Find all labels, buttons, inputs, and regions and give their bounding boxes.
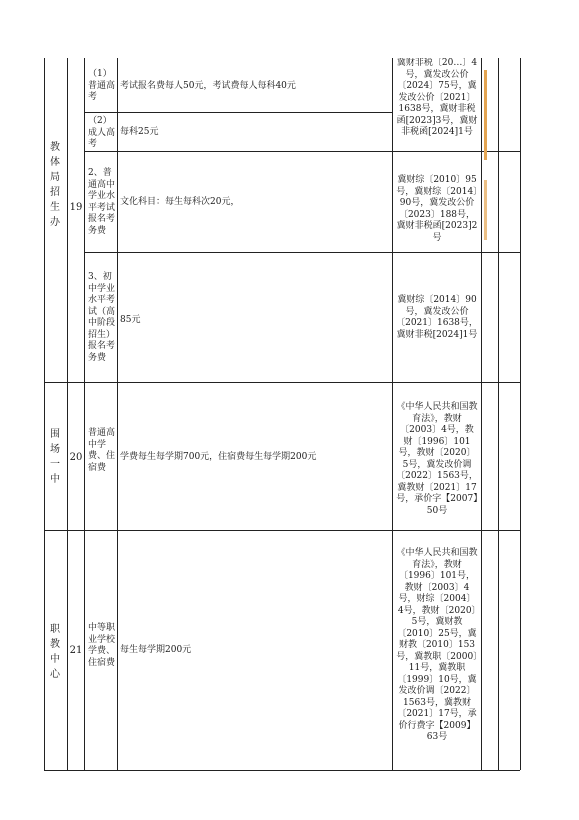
row-divider [84,151,520,152]
item-cell: 2、普通高中学业水平考试报名考务费 [88,168,116,236]
row-number: 20 [69,452,83,463]
item-cell: （1）普通高考 [88,69,116,102]
column-divider [392,58,393,770]
item-cell: （2）成人高考 [88,116,116,149]
basis-cell: 《中华人民共和国教育法》，教财〔2003〕4号，教财〔1996〕101号，教财〔2020〕5号，冀发改价调〔2022〕1563号，冀教财〔2021〕17号，承价字【2007】50号 [396,402,478,516]
column-divider [498,58,499,770]
row-number: 19 [69,202,83,213]
standard-cell: 每生每学期200元 [120,645,192,655]
seal-stamp-edge [484,70,487,160]
standard-cell: 文化科目：每生每科次20元， [120,197,240,207]
column-divider [67,58,68,770]
basis-cell: 《中华人民共和国教育法》，教财〔1996〕101号，教财〔2003〕4号，财综〔2004〕4号，教财〔2020〕5号，冀财教〔2010〕25号，冀财教〔2010〕153号，冀教职〔2000〕11号，冀教职〔1999〕10号，冀发改价调〔2022〕1563号，冀教财〔2021〕17号，承价行费字【2009】63号 [396,548,478,742]
column-divider [84,58,85,770]
item-cell: 3、初中学业水平考试（高中阶段招生）报名考务费 [88,272,116,363]
item-cell: 中等职业学校学费、住宿费 [88,623,116,668]
standard-cell: 考试报名费每人50元，考试费每人每科40元 [120,81,296,91]
basis-cell: 冀财非税〔20…〕4号，冀发改公价〔2024〕75号，冀发改公价〔2021〕1638号，冀财非税函[2023]3号，冀财非税函[2024]1号 [396,58,478,137]
row-divider [44,530,520,531]
department-cell: 教体局招生办 [50,142,60,228]
column-divider [481,58,482,770]
department-cell: 围场一中 [50,429,60,485]
standard-cell: 85元 [120,315,141,325]
row-number: 21 [69,645,83,656]
basis-cell: 冀财综〔2010〕95号，冀财综〔2014〕90号，冀发改公价〔2023〕188号，冀财非税函[2023]2号 [396,175,478,243]
table-border-bottom [44,770,520,771]
department-cell: 职教中心 [50,624,60,680]
standard-cell: 每科25元 [120,127,159,137]
row-divider [84,252,520,253]
row-divider [84,112,392,113]
standard-cell: 学费每生每学期700元，住宿费每生每学期200元 [120,452,317,462]
row-divider [44,382,520,383]
basis-cell: 冀财综〔2014〕90号，冀发改公价〔2021〕1638号，冀财非税[2024]1号 [396,295,478,340]
table-border-left [44,58,45,770]
table-border-right [520,58,521,770]
seal-stamp-edge [484,180,487,240]
item-cell: 普通高中学费、住宿费 [88,428,116,473]
